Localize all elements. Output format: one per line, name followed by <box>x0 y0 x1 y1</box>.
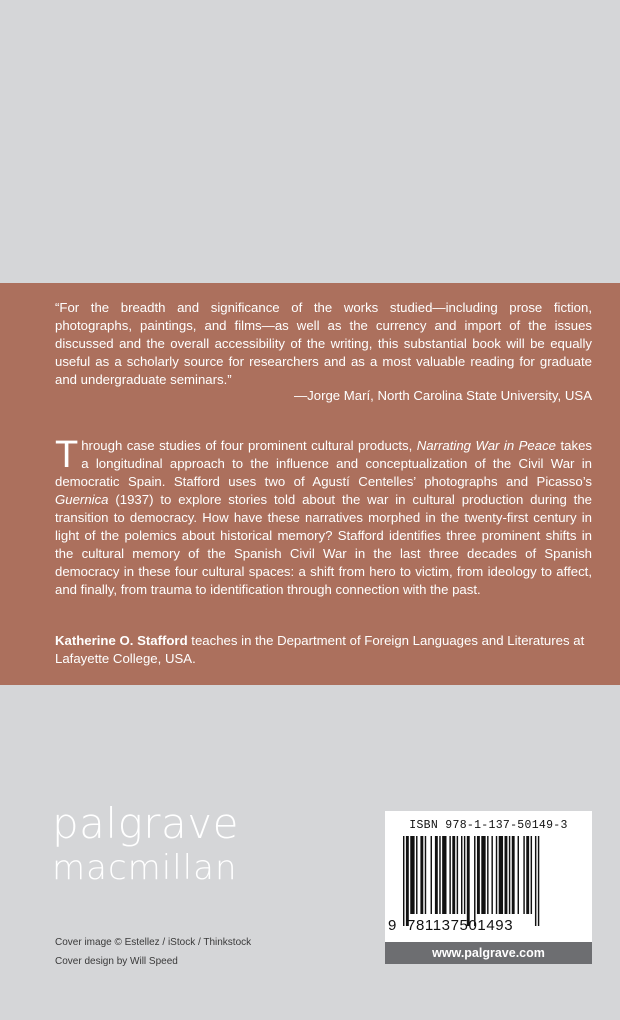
barcode-bar <box>509 836 510 914</box>
barcode-bar <box>467 836 470 926</box>
barcode-bar <box>406 836 409 926</box>
author-name: Katherine O. Stafford <box>55 633 188 648</box>
isbn-label: ISBN 978-1-137-50149-3 <box>409 819 568 832</box>
barcode-bar <box>442 836 446 914</box>
barcode-bar <box>538 836 539 926</box>
barcode-bars <box>397 836 580 926</box>
website-label: www.palgrave.com <box>385 942 592 964</box>
description-part-3: (1937) to explore stories told about the war in cultural production during the transition to democracy. How have these narratives morphed in the twenty-first century in light of the polemics about historical memory? Stafford identifies three prominent shifts in the cultural memory of the Spanish Civil War in the last three decades of Spanish democracy in these four cultural spaces: a shift from hero to victim, from ideology to affect, and finally, from trauma to identification through connection with the past. <box>55 492 592 597</box>
barcode-bar <box>435 836 438 914</box>
barcode-bar <box>487 836 488 914</box>
description-part-1: hrough case studies of four prominent cultural products, <box>81 438 417 453</box>
barcode-bar <box>416 836 417 914</box>
barcode-bar <box>481 836 485 914</box>
cover-design-credit: Cover design by Will Speed <box>55 956 178 967</box>
barcode-bar <box>431 836 432 914</box>
barcode-bar <box>505 836 508 914</box>
guernica-title: Guernica <box>55 492 109 507</box>
description-part-2: takes a longitudinal approach to the influence and conceptualization of the Civil War in democratic Spain. Stafford uses two of Agustí Centelles’ photographs and Picasso’s <box>55 438 593 489</box>
barcode-bar <box>464 836 465 914</box>
barcode-bar <box>512 836 515 914</box>
barcode-bar <box>439 836 440 914</box>
barcode-bar <box>523 836 524 914</box>
barcode-bar <box>420 836 423 914</box>
barcode-bar <box>461 836 462 914</box>
drop-cap: T <box>55 434 79 476</box>
barcode-bar <box>449 836 450 914</box>
barcode-bar <box>403 836 404 926</box>
barcode-bar <box>499 836 503 914</box>
barcode-first-digit: 9 <box>388 917 397 934</box>
barcode-bar <box>518 836 519 914</box>
description-band <box>0 283 620 685</box>
quote-attribution: —Jorge Marí, North Carolina State University, USA <box>293 388 592 403</box>
logo-line-1: palgrave <box>52 799 239 848</box>
barcode-bar <box>452 836 455 914</box>
book-title: Narrating War in Peace <box>416 438 557 453</box>
author-bio-text: teaches in the Department of Foreign Languages and Literatures at Lafayette College, USA. <box>55 633 585 666</box>
barcode-number: 781137501493 <box>407 917 514 934</box>
cover-image-credit: Cover image © Estellez / iStock / Thinkstock <box>55 937 252 948</box>
author-bio <box>55 632 592 668</box>
barcode-bar <box>474 836 475 926</box>
publisher-logo <box>52 800 239 888</box>
barcode-bar <box>457 836 458 914</box>
book-description <box>55 434 593 599</box>
cover-credits <box>55 933 251 971</box>
barcode-bar <box>425 836 426 914</box>
barcode-bar <box>491 836 492 914</box>
barcode-bar <box>477 836 480 914</box>
barcode-bar <box>410 836 414 914</box>
barcode-bar <box>496 836 497 914</box>
isbn-barcode <box>385 811 592 942</box>
barcode-bar <box>531 836 532 914</box>
review-quote: “For the breadth and significance of the works studied—including prose fiction, photographs, paintings, and films—as well as the currency and import of the issues discussed and the overall accessibility of the writing, this substantial book will be equally useful as a scholarly source for researchers and as a most valuable reading for graduate and undergraduate seminars.” <box>55 300 592 387</box>
barcode-bar <box>535 836 536 926</box>
logo-line-2: macmillan <box>52 848 238 888</box>
barcode-bar <box>526 836 529 914</box>
